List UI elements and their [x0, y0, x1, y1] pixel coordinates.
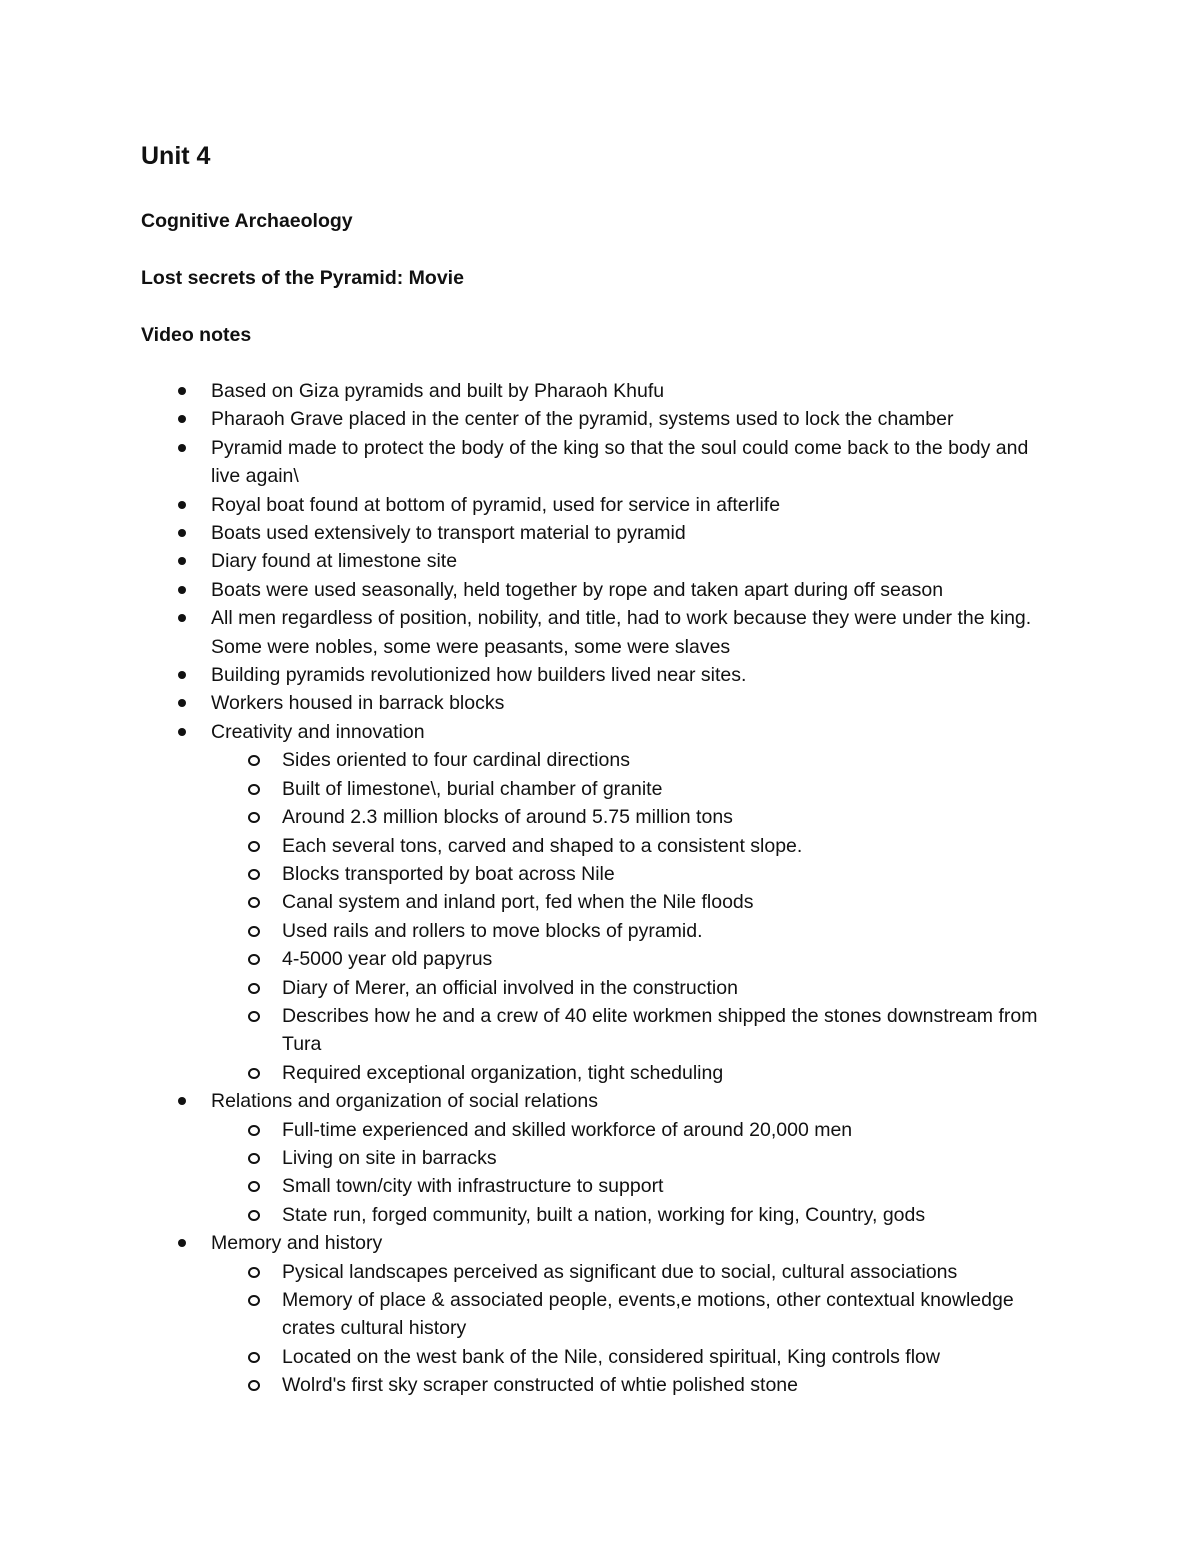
list-item-text: Workers housed in barrack blocks	[211, 692, 505, 715]
list-item-text: Building pyramids revolutionized how builders lived near sites.	[211, 664, 747, 687]
hollow-bullet-icon	[248, 983, 260, 994]
filled-bullet-icon	[178, 557, 186, 565]
hollow-bullet-icon	[248, 926, 260, 937]
sub-list-item	[0, 1201, 1052, 1229]
filled-bullet-icon	[178, 1097, 186, 1105]
list-item	[0, 661, 1051, 689]
hollow-bullet-icon	[248, 1125, 260, 1136]
sub-list-item	[0, 1002, 1052, 1059]
list-item	[0, 1229, 1051, 1257]
list-item	[0, 377, 1051, 405]
filled-bullet-icon	[178, 699, 186, 707]
hollow-bullet-icon	[248, 1380, 260, 1391]
sub-list-item	[0, 1172, 1052, 1200]
hollow-bullet-icon	[248, 755, 260, 766]
filled-bullet-icon	[178, 1239, 186, 1247]
hollow-bullet-icon	[248, 1267, 260, 1278]
hollow-bullet-icon	[248, 954, 260, 965]
list-item-text: Based on Giza pyramids and built by Pharaoh Khufu	[211, 380, 665, 402]
sub-list-item	[0, 974, 1052, 1002]
sub-list-item	[0, 1343, 1052, 1371]
sub-list-item	[0, 1059, 1052, 1087]
list-item-text: Required exceptional organization, tight scheduling	[282, 1061, 724, 1084]
list-item-text: Each several tons, carved and shaped to a consistent slope.	[282, 834, 803, 857]
sub-list-item	[0, 746, 1052, 774]
hollow-bullet-icon	[248, 1153, 260, 1164]
list-item	[0, 434, 1051, 491]
filled-bullet-icon	[178, 501, 186, 509]
list-item-text: Full-time experienced and skilled workforce of around 20,000 men	[282, 1118, 853, 1141]
sub-list-item	[0, 945, 1052, 973]
list-item-text: Living on site in barracks	[282, 1146, 497, 1169]
list-item-text: Canal system and inland port, fed when the Nile floods	[282, 891, 754, 914]
sub-list-item	[0, 1144, 1052, 1172]
list-item	[0, 718, 1051, 746]
list-item-text: Located on the west bank of the Nile, considered spiritual, King controls flow	[282, 1345, 940, 1368]
hollow-bullet-icon	[248, 1352, 260, 1363]
list-item-text: Diary found at limestone site	[211, 550, 458, 573]
list-item	[0, 405, 1051, 433]
list-item	[0, 519, 1051, 547]
list-item	[0, 547, 1051, 575]
list-item-text: Royal boat found at bottom of pyramid, used for service in afterlife	[211, 493, 781, 516]
list-item	[0, 1087, 1051, 1115]
list-item-text: Small town/city with infrastructure to support	[282, 1175, 664, 1198]
filled-bullet-icon	[178, 415, 186, 423]
filled-bullet-icon	[178, 728, 186, 736]
filled-bullet-icon	[178, 586, 186, 594]
hollow-bullet-icon	[248, 1011, 260, 1022]
filled-bullet-icon	[178, 444, 186, 452]
sub-list-item	[0, 1258, 1052, 1286]
sub-list-item	[0, 1286, 1052, 1343]
filled-bullet-icon	[178, 614, 186, 622]
video-notes-list	[0, 377, 1200, 1400]
list-item-text: Blocks transported by boat across Nile	[282, 862, 615, 885]
sub-list-item	[0, 775, 1052, 803]
filled-bullet-icon	[178, 387, 186, 395]
sub-list-item	[0, 803, 1052, 831]
list-item-text: Relations and organization of social relations	[211, 1090, 598, 1113]
hollow-bullet-icon	[248, 784, 260, 795]
hollow-bullet-icon	[248, 869, 260, 880]
sub-list-item	[0, 860, 1052, 888]
list-item-text: Boats used extensively to transport material to pyramid	[211, 522, 686, 545]
list-item-text: Pysical landscapes perceived as significant due to social, cultural associations	[282, 1260, 958, 1283]
hollow-bullet-icon	[248, 1068, 260, 1079]
list-item-text: Used rails and rollers to move blocks of pyramid.	[282, 919, 703, 942]
list-item-text: All men regardless of position, nobility, and title, had to work because they were under the king. Some were nobles, some were peasants, some were slaves	[211, 607, 1032, 658]
list-item	[0, 576, 1051, 604]
list-item-text: State run, forged community, built a nation, working for king, Country, gods	[282, 1203, 926, 1226]
list-item-text: Memory of place & associated people, events,e motions, other contextual knowledge crates cultural history	[282, 1289, 1014, 1340]
list-item-text: Describes how he and a crew of 40 elite workmen shipped the stones downstream from Tura	[282, 1004, 1038, 1056]
sub-list-item	[0, 917, 1052, 945]
sub-list-item	[0, 1116, 1052, 1144]
hollow-bullet-icon	[248, 1210, 260, 1221]
list-item-text: Pyramid made to protect the body of the king so that the soul could come back to the body and live again\	[211, 436, 1029, 488]
list-item-text: Sides oriented to four cardinal directions	[282, 749, 630, 772]
filled-bullet-icon	[178, 529, 186, 537]
section-heading-cognitive-archaeology: Cognitive Archaeology	[141, 210, 353, 232]
hollow-bullet-icon	[248, 812, 260, 823]
sub-list-item	[0, 1371, 1052, 1399]
list-item-text: Boats were used seasonally, held together by rope and taken apart during off season	[211, 578, 944, 601]
sub-list-item	[0, 832, 1052, 860]
filled-bullet-icon	[178, 671, 186, 679]
hollow-bullet-icon	[248, 897, 260, 908]
list-item	[0, 689, 1051, 717]
list-item-text: Pharaoh Grave placed in the center of the pyramid, systems used to lock the chamber	[211, 408, 954, 431]
list-item-text: Diary of Merer, an official involved in the construction	[282, 976, 738, 999]
list-item	[0, 491, 1051, 519]
hollow-bullet-icon	[248, 1295, 260, 1306]
list-item-text: 4-5000 year old papyrus	[282, 948, 493, 971]
list-item-text: Wolrd's first sky scraper constructed of whtie polished stone	[282, 1374, 798, 1397]
list-item-text: Memory and history	[211, 1232, 383, 1255]
list-item-text: Creativity and innovation	[211, 720, 425, 743]
list-item-text: Built of limestone\, burial chamber of granite	[282, 777, 663, 800]
list-item-text: Around 2.3 million blocks of around 5.75 million tons	[282, 806, 733, 829]
sub-list-item	[0, 888, 1052, 916]
hollow-bullet-icon	[248, 841, 260, 852]
document-title: Unit 4	[141, 142, 211, 170]
list-item	[0, 604, 1051, 661]
section-heading-movie: Lost secrets of the Pyramid: Movie	[141, 267, 464, 289]
section-heading-video-notes: Video notes	[141, 324, 252, 346]
hollow-bullet-icon	[248, 1181, 260, 1192]
